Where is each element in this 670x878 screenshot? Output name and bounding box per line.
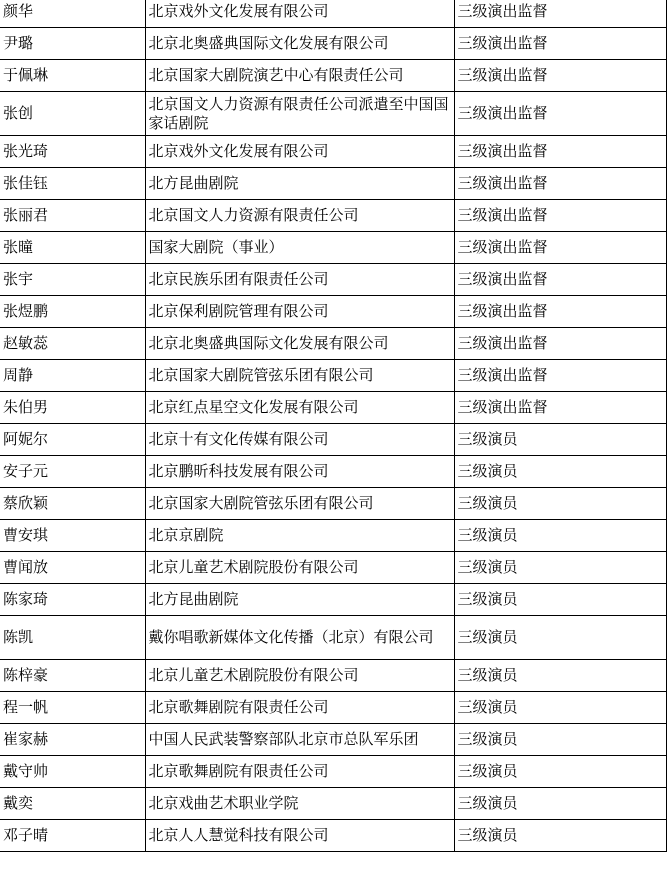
- company-cell: 北京人人慧觉科技有限公司: [145, 820, 454, 852]
- table-row: [0, 296, 666, 328]
- table-row: [0, 456, 666, 488]
- name-cell: 陈家琦: [0, 584, 145, 616]
- table-row: [0, 520, 666, 552]
- name-cell: 朱伯男: [0, 392, 145, 424]
- level-cell: 三级演出监督: [454, 392, 666, 424]
- name-cell: 陈凯: [0, 616, 145, 660]
- company-cell: 北京保利剧院管理有限公司: [145, 296, 454, 328]
- level-cell: 三级演员: [454, 616, 666, 660]
- company-cell: 北京歌舞剧院有限责任公司: [145, 692, 454, 724]
- level-cell: 三级演出监督: [454, 328, 666, 360]
- level-cell: 三级演员: [454, 660, 666, 692]
- level-cell: 三级演出监督: [454, 200, 666, 232]
- name-cell: 于佩琳: [0, 60, 145, 92]
- level-cell: 三级演出监督: [454, 168, 666, 200]
- table-row: [0, 136, 666, 168]
- company-cell: 北京京剧院: [145, 520, 454, 552]
- name-cell: 陈梓豪: [0, 660, 145, 692]
- table-row: [0, 92, 666, 136]
- table-row: [0, 264, 666, 296]
- company-cell: 北京国家大剧院管弦乐团有限公司: [145, 488, 454, 520]
- name-cell: 阿妮尔: [0, 424, 145, 456]
- level-cell: 三级演员: [454, 692, 666, 724]
- name-cell: 崔家赫: [0, 724, 145, 756]
- level-cell: 三级演员: [454, 820, 666, 852]
- company-cell: 北方昆曲剧院: [145, 168, 454, 200]
- company-cell: 北京歌舞剧院有限责任公司: [145, 756, 454, 788]
- company-cell: 北京北奥盛典国际文化发展有限公司: [145, 328, 454, 360]
- table-row: [0, 724, 666, 756]
- company-cell: 北京儿童艺术剧院股份有限公司: [145, 660, 454, 692]
- company-cell: 戴你唱歌新媒体文化传播（北京）有限公司: [145, 616, 454, 660]
- table-row: [0, 692, 666, 724]
- table-row: [0, 616, 666, 660]
- table-row: [0, 328, 666, 360]
- table-row: [0, 60, 666, 92]
- level-cell: 三级演出监督: [454, 28, 666, 60]
- name-cell: 程一帆: [0, 692, 145, 724]
- table-row: [0, 820, 666, 852]
- company-cell: 北京戏曲艺术职业学院: [145, 788, 454, 820]
- name-cell: 张光琦: [0, 136, 145, 168]
- name-cell: 曹安琪: [0, 520, 145, 552]
- name-cell: 邓子晴: [0, 820, 145, 852]
- name-cell: 戴守帅: [0, 756, 145, 788]
- table-row: [0, 584, 666, 616]
- name-cell: 安子元: [0, 456, 145, 488]
- table-row: [0, 488, 666, 520]
- level-cell: 三级演员: [454, 724, 666, 756]
- company-cell: 北京北奥盛典国际文化发展有限公司: [145, 28, 454, 60]
- level-cell: 三级演出监督: [454, 0, 666, 28]
- name-cell: 赵敏蕊: [0, 328, 145, 360]
- name-cell: 张曈: [0, 232, 145, 264]
- level-cell: 三级演员: [454, 520, 666, 552]
- name-cell: 戴奕: [0, 788, 145, 820]
- name-cell: 张丽君: [0, 200, 145, 232]
- table-row: [0, 788, 666, 820]
- table-row: [0, 424, 666, 456]
- name-cell: 张宇: [0, 264, 145, 296]
- name-cell: 张煜鹏: [0, 296, 145, 328]
- name-cell: 蔡欣颖: [0, 488, 145, 520]
- company-cell: 北京儿童艺术剧院股份有限公司: [145, 552, 454, 584]
- level-cell: 三级演员: [454, 424, 666, 456]
- name-cell: 周静: [0, 360, 145, 392]
- level-cell: 三级演员: [454, 456, 666, 488]
- company-cell: 北京十有文化传媒有限公司: [145, 424, 454, 456]
- table-row: [0, 168, 666, 200]
- company-cell: 北京民族乐团有限责任公司: [145, 264, 454, 296]
- company-cell: 北京戏外文化发展有限公司: [145, 0, 454, 28]
- table-row: [0, 232, 666, 264]
- name-cell: 张佳钰: [0, 168, 145, 200]
- table-row: [0, 200, 666, 232]
- company-cell: 北京国家大剧院演艺中心有限责任公司: [145, 60, 454, 92]
- table-row: [0, 28, 666, 60]
- level-cell: 三级演员: [454, 488, 666, 520]
- table-row: [0, 392, 666, 424]
- level-cell: 三级演出监督: [454, 264, 666, 296]
- name-cell: 张创: [0, 92, 145, 136]
- table-row: [0, 660, 666, 692]
- level-cell: 三级演出监督: [454, 360, 666, 392]
- company-cell: 北京国文人力资源有限责任公司: [145, 200, 454, 232]
- level-cell: 三级演出监督: [454, 136, 666, 168]
- company-cell: 中国人民武装警察部队北京市总队军乐团: [145, 724, 454, 756]
- table-row: [0, 0, 666, 28]
- level-cell: 三级演出监督: [454, 92, 666, 136]
- company-cell: 国家大剧院（事业）: [145, 232, 454, 264]
- level-cell: 三级演出监督: [454, 296, 666, 328]
- table-row: [0, 756, 666, 788]
- company-cell: 北京戏外文化发展有限公司: [145, 136, 454, 168]
- company-cell: 北京红点星空文化发展有限公司: [145, 392, 454, 424]
- level-cell: 三级演出监督: [454, 232, 666, 264]
- level-cell: 三级演员: [454, 788, 666, 820]
- company-cell: 北京国文人力资源有限责任公司派遣至中国国家话剧院: [145, 92, 454, 136]
- company-cell: 北京国家大剧院管弦乐团有限公司: [145, 360, 454, 392]
- name-cell: 尹璐: [0, 28, 145, 60]
- company-cell: 北方昆曲剧院: [145, 584, 454, 616]
- name-cell: 颜华: [0, 0, 145, 28]
- table-row: [0, 360, 666, 392]
- level-cell: 三级演出监督: [454, 60, 666, 92]
- company-cell: 北京鹏昕科技发展有限公司: [145, 456, 454, 488]
- table-row: [0, 552, 666, 584]
- level-cell: 三级演员: [454, 552, 666, 584]
- name-cell: 曹闻放: [0, 552, 145, 584]
- level-cell: 三级演员: [454, 584, 666, 616]
- level-cell: 三级演员: [454, 756, 666, 788]
